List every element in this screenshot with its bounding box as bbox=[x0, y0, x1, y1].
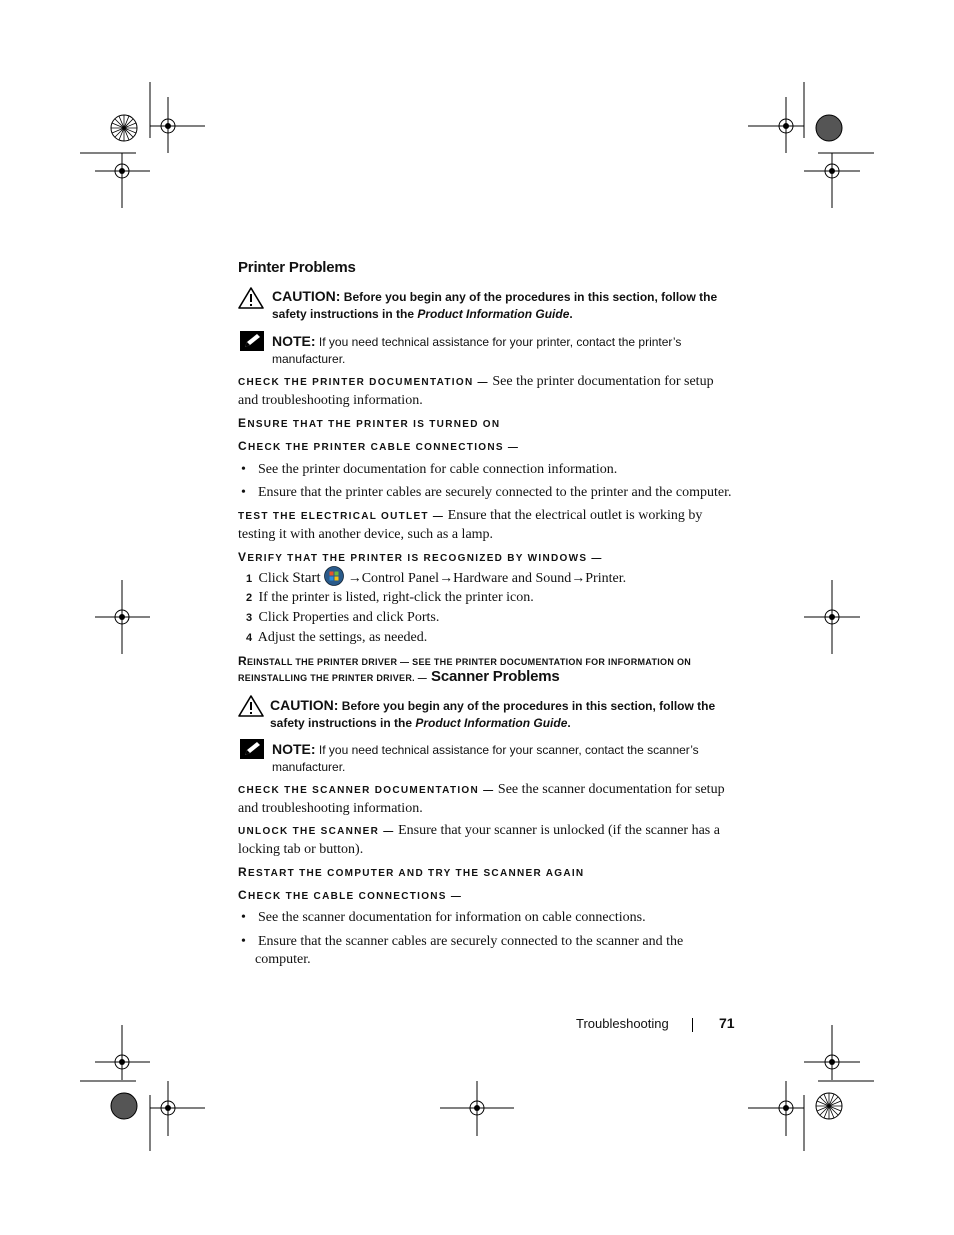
bullet-text: Ensure that the printer cables are securely connected to the printer and the computer. bbox=[258, 485, 732, 500]
check-doc-text-2: and troubleshooting information. bbox=[238, 801, 423, 816]
section-title-scanner: Scanner Problems bbox=[431, 668, 560, 685]
footer-section: Troubleshooting bbox=[576, 1016, 669, 1031]
step-text: If the printer is listed, right-click the printer icon. bbox=[258, 590, 534, 605]
note-text-2: manufacturer. bbox=[272, 760, 346, 774]
caution-text-2: safety instructions in the bbox=[272, 307, 415, 321]
caution-guide: Product Information Guide bbox=[415, 716, 568, 730]
step-end: . bbox=[435, 610, 440, 625]
bullet-text: See the scanner documentation for information on cable connections. bbox=[258, 910, 646, 925]
step-text: Adjust the settings, as needed. bbox=[257, 630, 428, 645]
scanner-caution bbox=[270, 697, 740, 732]
step-number: 2 bbox=[246, 592, 253, 604]
reinstall-line-2: REINSTALLING THE PRINTER DRIVER. — bbox=[238, 673, 428, 683]
bullet-text: See the printer documentation for cable connection information. bbox=[258, 462, 618, 477]
verify-step-4 bbox=[246, 629, 746, 647]
caution-text-2: safety instructions in the bbox=[270, 716, 413, 730]
note-pencil-icon bbox=[240, 331, 264, 351]
note-label: NOTE: bbox=[272, 333, 316, 349]
step-number: 1 bbox=[246, 573, 253, 585]
printer-check-doc bbox=[238, 373, 738, 410]
check-doc-head: CHECK THE PRINTER DOCUMENTATION — bbox=[238, 377, 489, 388]
scanner-cable-bullet-2: • Ensure that the scanner cables are securely connected to the scanner and the computer. bbox=[241, 933, 746, 969]
scanner-unlock bbox=[238, 822, 743, 859]
note-label: NOTE: bbox=[272, 741, 316, 757]
outlet-text-2: testing it with another device, such as a lamp. bbox=[238, 527, 494, 542]
check-doc-head: CHECK THE SCANNER DOCUMENTATION — bbox=[238, 785, 495, 796]
verify-step-1 bbox=[246, 566, 746, 590]
bullet-text: Ensure that the scanner cables are securely connected to the scanner and the bbox=[258, 934, 684, 949]
caution-text: Before you begin any of the procedures in this section, follow the bbox=[343, 290, 718, 304]
printer-note bbox=[272, 333, 742, 368]
note-text-2: manufacturer. bbox=[272, 352, 346, 366]
section-title-printer: Printer Problems bbox=[238, 259, 356, 276]
unlock-text: Ensure that your scanner is unlocked (if the scanner has a bbox=[398, 823, 720, 838]
caution-end: . bbox=[569, 307, 573, 321]
unlock-text-2: locking tab or button). bbox=[238, 842, 364, 857]
step-end: . bbox=[622, 571, 627, 586]
step-ports: Ports bbox=[407, 610, 436, 625]
note-text: If you need technical assistance for your printer, contact the printer’s bbox=[318, 335, 682, 349]
step-start: Start bbox=[292, 570, 321, 586]
caution-text: Before you begin any of the procedures in this section, follow the bbox=[341, 699, 716, 713]
caution-label: CAUTION: bbox=[270, 697, 339, 713]
footer-divider bbox=[692, 1018, 693, 1032]
restart-head: RESTART THE COMPUTER AND TRY THE SCANNER AGAIN bbox=[238, 865, 585, 879]
verify-head: VERIFY THAT THE PRINTER IS RECOGNIZED BY WINDOWS — bbox=[238, 550, 603, 564]
printer-cable-bullet-2: • Ensure that the printer cables are securely connected to the printer and the computer. bbox=[241, 485, 732, 500]
reinstall-line-2-row bbox=[238, 668, 560, 686]
page-number: 71 bbox=[719, 1015, 735, 1031]
printer-caution bbox=[272, 288, 742, 323]
step-click: Click bbox=[258, 610, 289, 625]
caution-label: CAUTION: bbox=[272, 288, 341, 304]
verify-step-2 bbox=[246, 589, 746, 607]
windows-start-icon bbox=[324, 566, 344, 586]
step-path: →Control Panel→Hardware and Sound→Printer bbox=[347, 571, 623, 586]
outlet-text: Ensure that the electrical outlet is working by bbox=[447, 508, 703, 523]
step-click: Click bbox=[258, 571, 289, 586]
printer-outlet bbox=[238, 507, 738, 544]
note-pencil-icon bbox=[240, 739, 264, 759]
scanner-cable-bullet-1: • See the scanner documentation for information on cable connections. bbox=[241, 910, 646, 925]
check-doc-text: See the printer documentation for setup bbox=[492, 374, 714, 389]
step-properties: Properties bbox=[292, 610, 350, 625]
caution-icon bbox=[238, 695, 264, 717]
step-number: 4 bbox=[246, 632, 253, 644]
caution-end: . bbox=[567, 716, 571, 730]
caution-guide: Product Information Guide bbox=[417, 307, 570, 321]
printer-cable-bullet-1: • See the printer documentation for cable connection information. bbox=[241, 462, 618, 477]
scanner-cable-head: CHECK THE CABLE CONNECTIONS — bbox=[238, 888, 463, 902]
printer-cable-head: CHECK THE PRINTER CABLE CONNECTIONS — bbox=[238, 439, 520, 453]
unlock-head: UNLOCK THE SCANNER — bbox=[238, 826, 395, 837]
bullet-text-2: computer. bbox=[255, 952, 311, 967]
scanner-check-doc bbox=[238, 781, 743, 818]
scanner-note bbox=[272, 741, 742, 776]
ensure-on-head: ENSURE THAT THE PRINTER IS TURNED ON bbox=[238, 416, 501, 430]
check-doc-text: See the scanner documentation for setup bbox=[497, 782, 725, 797]
reinstall-line-1: REINSTALL THE PRINTER DRIVER — SEE THE PRINTER DOCUMENTATION FOR INFORMATION ON bbox=[238, 654, 692, 668]
step-number: 3 bbox=[246, 612, 253, 624]
outlet-head: TEST THE ELECTRICAL OUTLET — bbox=[238, 511, 445, 522]
caution-icon bbox=[238, 287, 264, 309]
check-doc-text-2: and troubleshooting information. bbox=[238, 393, 423, 408]
verify-step-3 bbox=[246, 609, 746, 627]
note-text: If you need technical assistance for your scanner, contact the scanner’s bbox=[318, 743, 699, 757]
step-and-click: and click bbox=[352, 610, 404, 625]
